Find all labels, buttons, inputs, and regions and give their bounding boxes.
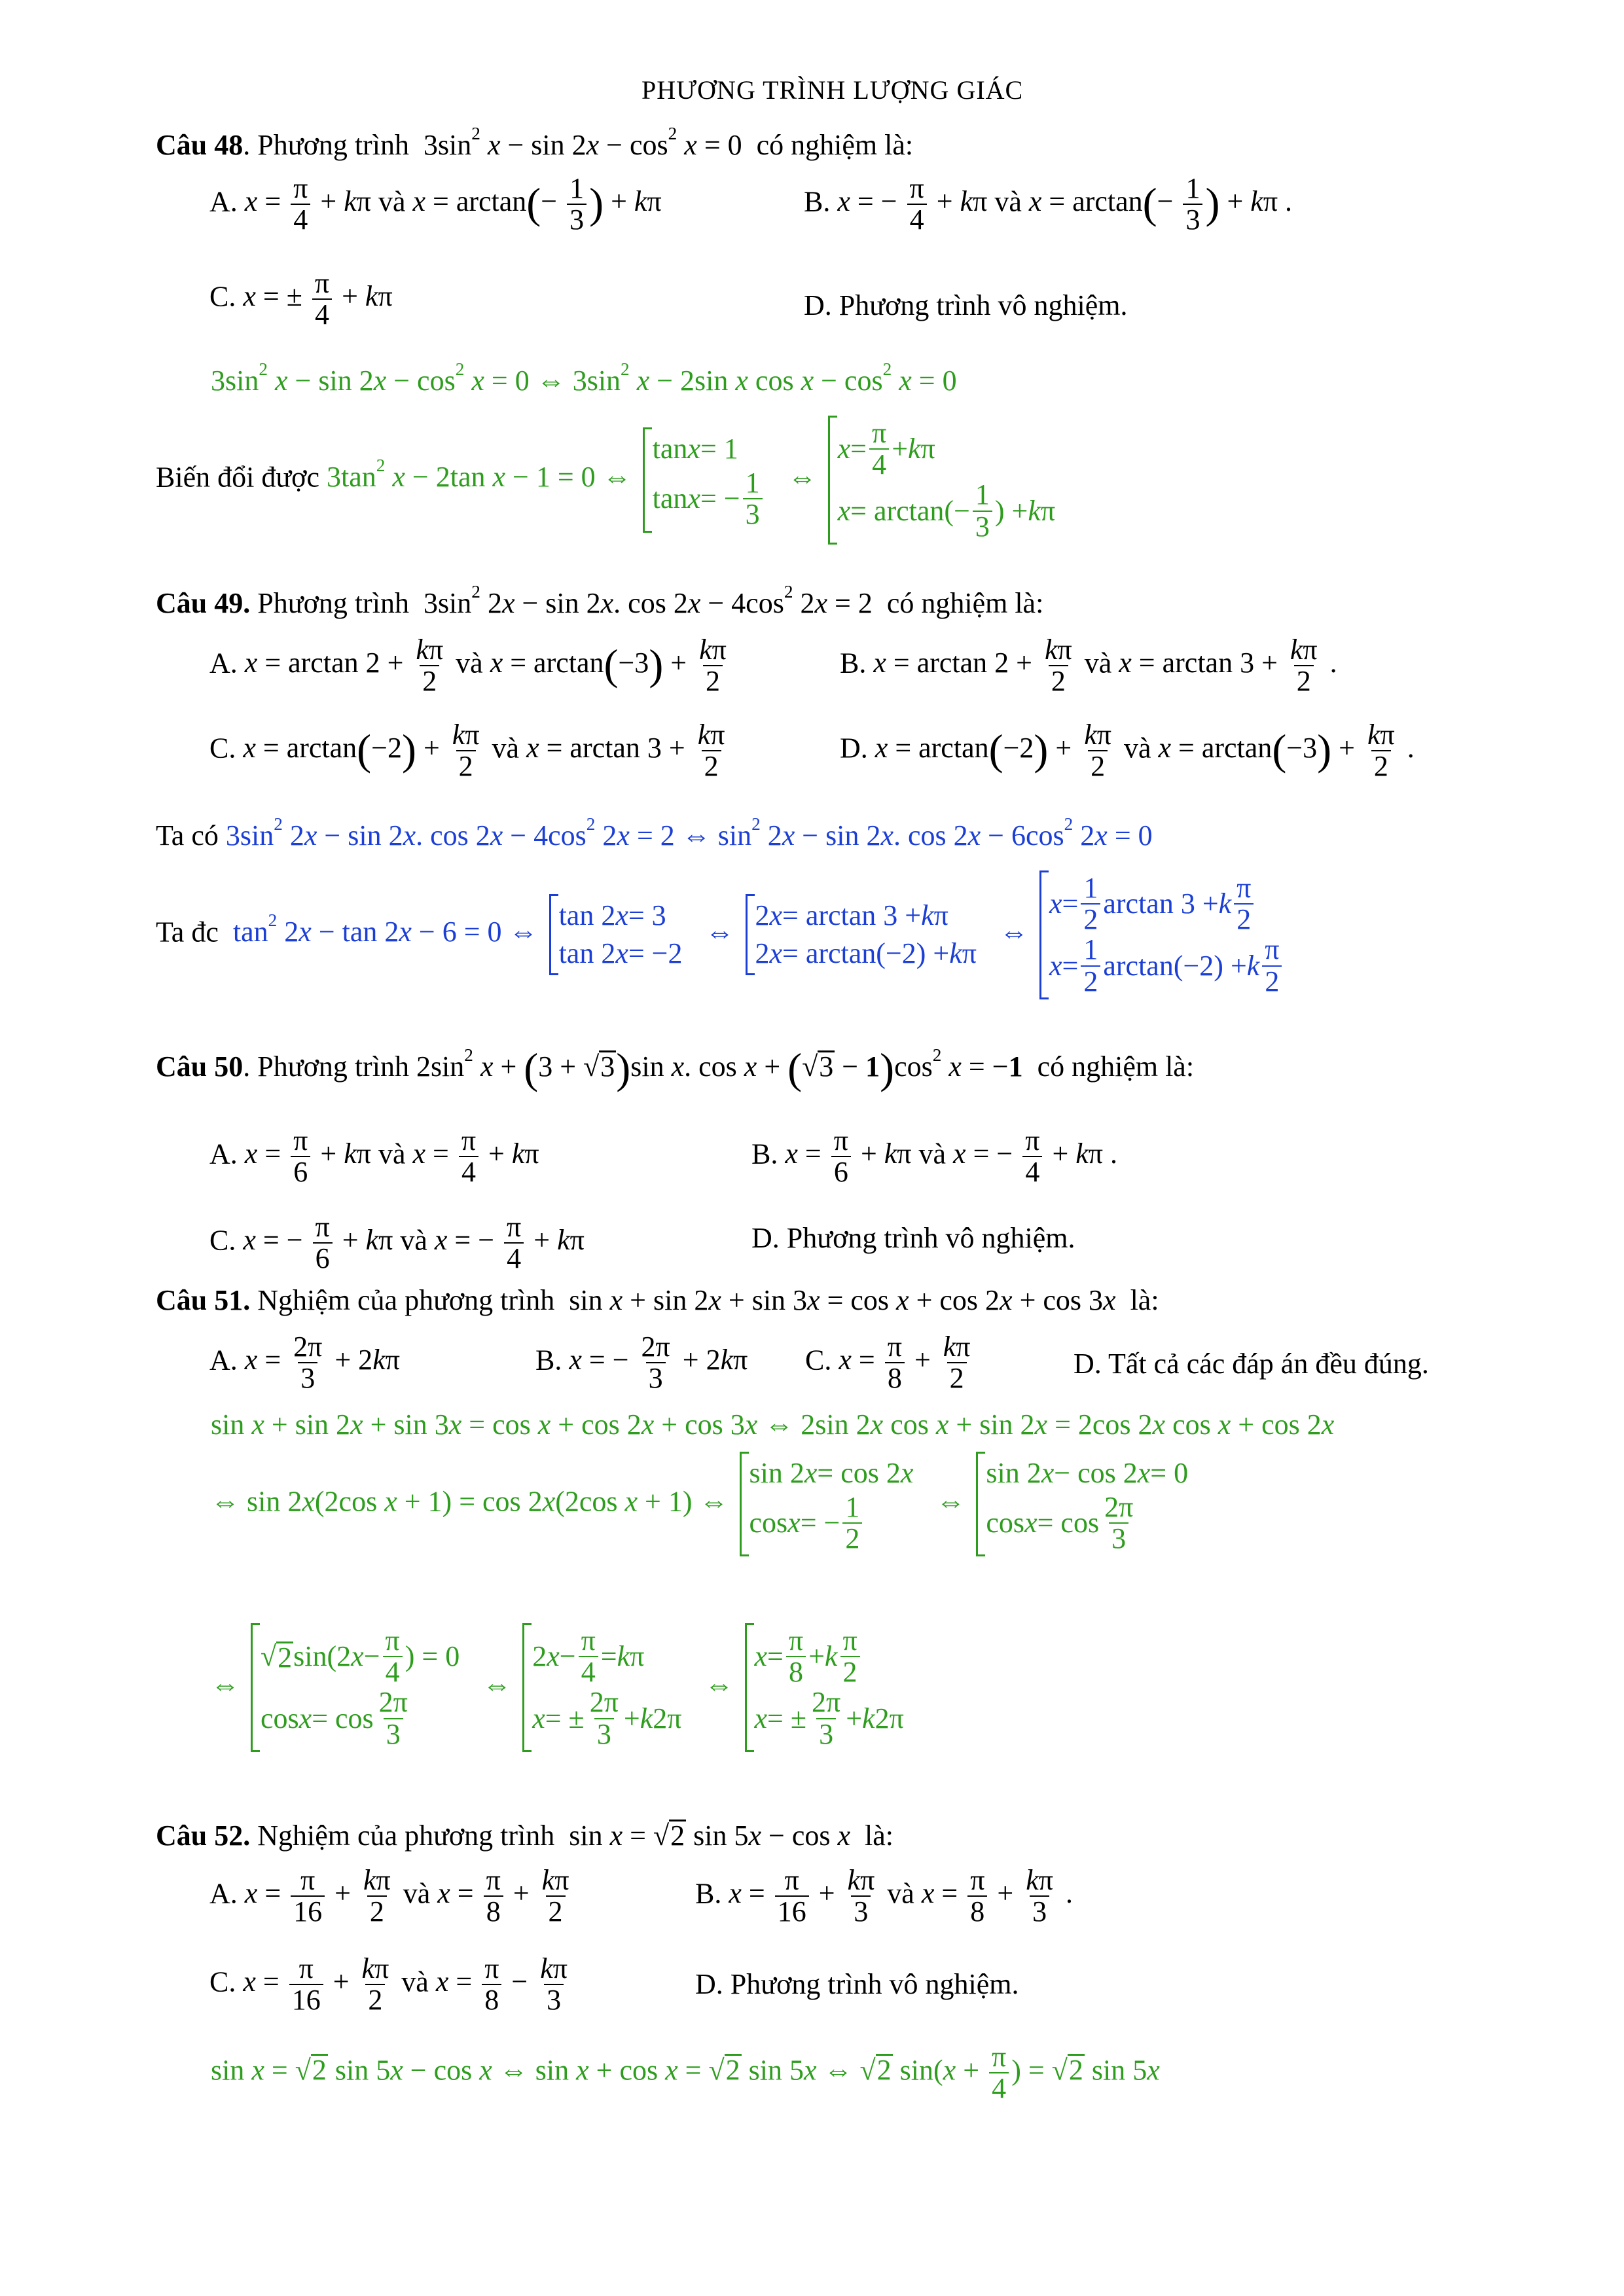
option-label: B. bbox=[840, 647, 867, 679]
option-b: B. x = $\frac{\pi}{6}$ + kπ và x = − $\frac{\pi}{4}$ + kπ . bbox=[751, 1124, 1118, 1189]
and-word: và bbox=[994, 185, 1022, 218]
option-label: A. bbox=[209, 1344, 238, 1376]
and-word: và bbox=[400, 1224, 427, 1257]
solution-line: sin x = √2 sin 5x − cos x ⇔ sin x + cos x = √2 sin 5x ⇔ √2 sin(x + $\frac{\pi}{4}$ ) = √2 sin 5x bbox=[211, 2041, 1160, 2105]
option-d bbox=[695, 1970, 1019, 1999]
question-prompt: Nghiệm của phương trình bbox=[257, 1820, 555, 1852]
option-b: B. x = − $\frac{2\pi}{3}$ + 2kπ bbox=[535, 1331, 748, 1395]
question-51 bbox=[156, 1286, 1159, 1315]
solution-intro: Ta đc bbox=[156, 916, 219, 948]
solution-system: x = $\frac{\pi}{8}$ + k $\frac{\pi}{2}$ x = ± $\frac{2\pi}{3}$ + k 2π bbox=[745, 1623, 916, 1752]
solution-system: tan x = 1 tan x = − $\frac{1}{3}$ bbox=[643, 427, 777, 532]
question-label: Câu 51. bbox=[156, 1284, 251, 1316]
question-prompt: Phương trình bbox=[257, 587, 409, 619]
option-d bbox=[1074, 1350, 1429, 1378]
option-label: A. bbox=[209, 647, 238, 679]
question-suffix: là: bbox=[865, 1820, 894, 1852]
option-d bbox=[804, 291, 1127, 320]
question-label: Câu 50 bbox=[156, 1050, 244, 1083]
page-header: PHƯƠNG TRÌNH LƯỢNG GIÁC bbox=[641, 75, 1024, 105]
solution-block: Ta đc $\tan^2 2x - \tan 2x - 6 = 0$ ⇔ tan 2 x = 3 tan 2 x = −2 ⇔ 2 x = arctan 3 + k π 2 x = arctan(−2) + k π ⇔ x = $\frac{1}{2}$ arctan 3 + k $\frac{\pi}{2}$ x = $\frac{1}{2}$ arctan(−2) + k $\frac{\pi}{2}$ bbox=[156, 870, 1301, 999]
option-label: B. bbox=[804, 185, 831, 218]
solution-system: 2 x − $\frac{\pi}{4}$ = k π x = ± $\frac{2\pi}{3}$ + k 2π bbox=[522, 1623, 693, 1752]
solution-block: ⇔ sin 2x(2cos x + 1) = cos 2x(2cos x + 1) ⇔ sin 2 x = cos 2 x cos x = − $\frac{1}{2}$ ⇔ sin 2 x − cos 2 x = 0 cos x = cos $\frac{2\pi}{3}$ bbox=[211, 1452, 1204, 1556]
solution-system: x = $\frac{\pi}{4}$ + k π x = arctan(− $\frac{1}{3}$ ) + k π bbox=[828, 416, 1068, 545]
option-c: C. x = $\frac{\pi}{16}$ + $\frac{k\pi}{2}$ và x = $\frac{\pi}{8}$ − $\frac{k\pi}{3}$ bbox=[209, 1952, 568, 2017]
option-label: B. bbox=[751, 1138, 778, 1170]
option-label: C. bbox=[209, 732, 236, 764]
option-label: A. bbox=[209, 1138, 238, 1170]
question-prompt: Nghiệm của phương trình bbox=[257, 1284, 555, 1316]
question-52 bbox=[156, 1820, 893, 1850]
option-label: B. bbox=[695, 1877, 722, 1910]
option-b: B. x = − $\frac{\pi}{4}$ + kπ và x = arctan(− $\frac{1}{3}$ ) + kπ . bbox=[804, 172, 1293, 236]
option-label: C. bbox=[209, 280, 236, 313]
solution-system: sin 2 x − cos 2 x = 0 cos x = cos $\frac{2\pi}{3}$ bbox=[976, 1452, 1200, 1556]
and-word: và bbox=[378, 1138, 406, 1170]
option-label: A. bbox=[209, 1877, 238, 1910]
question-prompt: Phương trình bbox=[257, 129, 409, 161]
and-word: và bbox=[403, 1877, 431, 1910]
solution-line: Ta có $3\sin^2$ 2x − sin 2x. $\cos 2x - 4\cos^2$ 2x = 2 ⇔ $\sin^2 2x - \sin 2x$. $\cos 2x - 6\cos^2$ 2x = 0 bbox=[156, 814, 1153, 852]
solution-system: sin 2 x = cos 2 x cos x = − $\frac{1}{2}$ bbox=[740, 1452, 926, 1556]
option-label: A. bbox=[209, 185, 238, 218]
option-a: A. x = $\frac{\pi}{6}$ + kπ và x = $\frac{\pi}{4}$ + kπ bbox=[209, 1124, 539, 1189]
solution-intro: Ta có bbox=[156, 819, 219, 852]
option-label: D. bbox=[1074, 1348, 1102, 1380]
question-suffix: có nghiệm là: bbox=[756, 129, 914, 161]
question-equation: $3\sin^2$ $x - \sin 2x - \cos^2 x = 0$ bbox=[423, 123, 742, 161]
option-d bbox=[751, 1224, 1075, 1253]
option-label: C. bbox=[209, 1965, 236, 1998]
question-label: Câu 49. bbox=[156, 587, 251, 619]
question-50: Câu 50. Phương trình $2\sin^2$ x + (3 + √3)sin x. $\cos x + (√3 - 1)\cos^2$ x = −1 có nghiệm là: bbox=[156, 1045, 1195, 1093]
and-word: và bbox=[1123, 732, 1151, 764]
and-word: và bbox=[378, 185, 406, 218]
question-suffix: có nghiệm là: bbox=[1037, 1050, 1195, 1083]
question-48: Câu 48. Phương trình $3\sin^2$ $x - \sin 2x - \cos^2 x = 0$ có nghiệm là: bbox=[156, 123, 914, 161]
solution-intro: Biến đổi được bbox=[156, 461, 319, 493]
and-word: và bbox=[918, 1138, 947, 1170]
option-text: Phương trình vô nghiệm. bbox=[839, 289, 1128, 321]
question-suffix: có nghiệm là: bbox=[886, 587, 1044, 619]
question-equation: $2\sin^2$ x + (3 + √3)sin x. $\cos x + (√3 - 1)\cos^2$ x = −1 bbox=[416, 1045, 1023, 1093]
question-prompt: Phương trình bbox=[257, 1050, 409, 1083]
solution-block: Biến đổi được $3\tan^2$ x − 2tan x − 1 = 0 ⇔ tan x = 1 tan x = − $\frac{1}{3}$ ⇔ x = $\frac{\pi}{4}$ + k π x = arctan(− $\frac{1}{3}$ ) + k π bbox=[156, 416, 1071, 545]
option-label: C. bbox=[805, 1344, 832, 1376]
option-a: A. x = $\frac{\pi}{16}$ + $\frac{k\pi}{2}$ và x = $\frac{\pi}{8}$ + $\frac{k\pi}{2}$ bbox=[209, 1864, 569, 1928]
option-d: D. x = arctan(−2) + $\frac{k\pi}{2}$ và x = arctan(−3) + $\frac{k\pi}{2}$ . bbox=[840, 719, 1415, 783]
question-label: Câu 48 bbox=[156, 129, 244, 161]
solution-system: x = $\frac{1}{2}$ arctan 3 + k $\frac{\pi}{2}$ x = $\frac{1}{2}$ arctan(−2) + k $\frac{\pi}{2}$ bbox=[1039, 870, 1297, 999]
and-word: và bbox=[456, 647, 483, 679]
and-word: và bbox=[887, 1877, 914, 1910]
option-c: C. x = arctan(−2) + $\frac{k\pi}{2}$ và x = arctan 3 + $\frac{k\pi}{2}$ bbox=[209, 719, 725, 783]
solution-system: √ 2 sin(2 x − $\frac{\pi}{4}$ ) = 0 cos x = cos $\frac{2\pi}{3}$ bbox=[251, 1623, 471, 1752]
option-label: D. bbox=[751, 1222, 780, 1254]
question-49 bbox=[156, 581, 1044, 619]
solution-system: tan 2 x = 3 tan 2 x = −2 bbox=[549, 894, 695, 975]
option-label: D. bbox=[840, 732, 868, 764]
option-text: Phương trình vô nghiệm. bbox=[730, 1968, 1019, 2000]
question-equation: sin x + sin 2x + sin 3x = cos x + cos 2x + cos 3x bbox=[569, 1284, 1116, 1316]
option-text: Phương trình vô nghiệm. bbox=[786, 1222, 1075, 1254]
option-c: C. x = ± $\frac{\pi}{4}$ + kπ bbox=[209, 267, 393, 331]
option-c: C. x = $\frac{\pi}{8}$ + $\frac{k\pi}{2}$ bbox=[805, 1331, 971, 1395]
option-c: C. x = − $\frac{\pi}{6}$ + kπ và x = − $\frac{\pi}{4}$ + kπ bbox=[209, 1211, 585, 1275]
option-label: D. bbox=[695, 1968, 723, 2000]
question-suffix: là: bbox=[1130, 1284, 1159, 1316]
solution-system: 2 x = arctan 3 + k π 2 x = arctan(−2) + k π bbox=[746, 894, 989, 975]
and-word: và bbox=[492, 732, 520, 764]
solution-line: sin x + sin 2x + sin 3x = cos x + cos 2x + cos 3x ⇔ 2sin 2x cos x + sin 2x = 2cos 2x cos x + cos 2x bbox=[211, 1408, 1335, 1441]
question-label: Câu 52. bbox=[156, 1820, 251, 1852]
question-equation: sin x = √2 sin 5x − cos x bbox=[569, 1820, 851, 1852]
option-a: A. x = $\frac{2\pi}{3}$ + 2kπ bbox=[209, 1331, 400, 1395]
and-word: và bbox=[401, 1965, 429, 1998]
option-b: B. x = arctan 2 + $\frac{k\pi}{2}$ và x = arctan 3 + $\frac{k\pi}{2}$ . bbox=[840, 634, 1337, 698]
option-label: D. bbox=[804, 289, 832, 321]
solution-line: $3\sin^2$ $x - \sin 2x - \cos^2 x = 0$ ⇔ $3\sin^2$ x − 2sin x $\cos x - \cos^2 x = 0$ bbox=[211, 359, 957, 397]
option-a: A. x = $\frac{\pi}{4}$ + kπ và x = arctan(− $\frac{1}{3}$ ) + kπ bbox=[209, 172, 662, 236]
option-label: C. bbox=[209, 1224, 236, 1257]
option-a: A. x = arctan 2 + $\frac{k\pi}{2}$ và x = arctan(−3) + $\frac{k\pi}{2}$ bbox=[209, 634, 727, 698]
and-word: và bbox=[1084, 647, 1112, 679]
option-label: B. bbox=[535, 1344, 562, 1376]
question-equation: $3\sin^2$ 2x − sin 2x. $\cos 2x - 4\cos^2$ 2x = 2 bbox=[423, 581, 873, 619]
option-text: Tất cả các đáp án đều đúng. bbox=[1108, 1348, 1429, 1380]
option-b: B. x = $\frac{\pi}{16}$ + $\frac{k\pi}{3}$ và x = $\frac{\pi}{8}$ + $\frac{k\pi}{3}$ . bbox=[695, 1864, 1073, 1928]
solution-block: ⇔ √ 2 sin(2 x − $\frac{\pi}{4}$ ) = 0 cos x = cos $\frac{2\pi}{3}$ ⇔ 2 x − $\frac{\pi}{4}$ = k π x = ± $\frac{2\pi}{3}$ + k 2π ⇔ x = $\frac{\pi}{8}$ + k $\frac{\pi}{2}$ x = ± $\frac{2\pi}{3}$ + k 2π bbox=[211, 1623, 920, 1752]
